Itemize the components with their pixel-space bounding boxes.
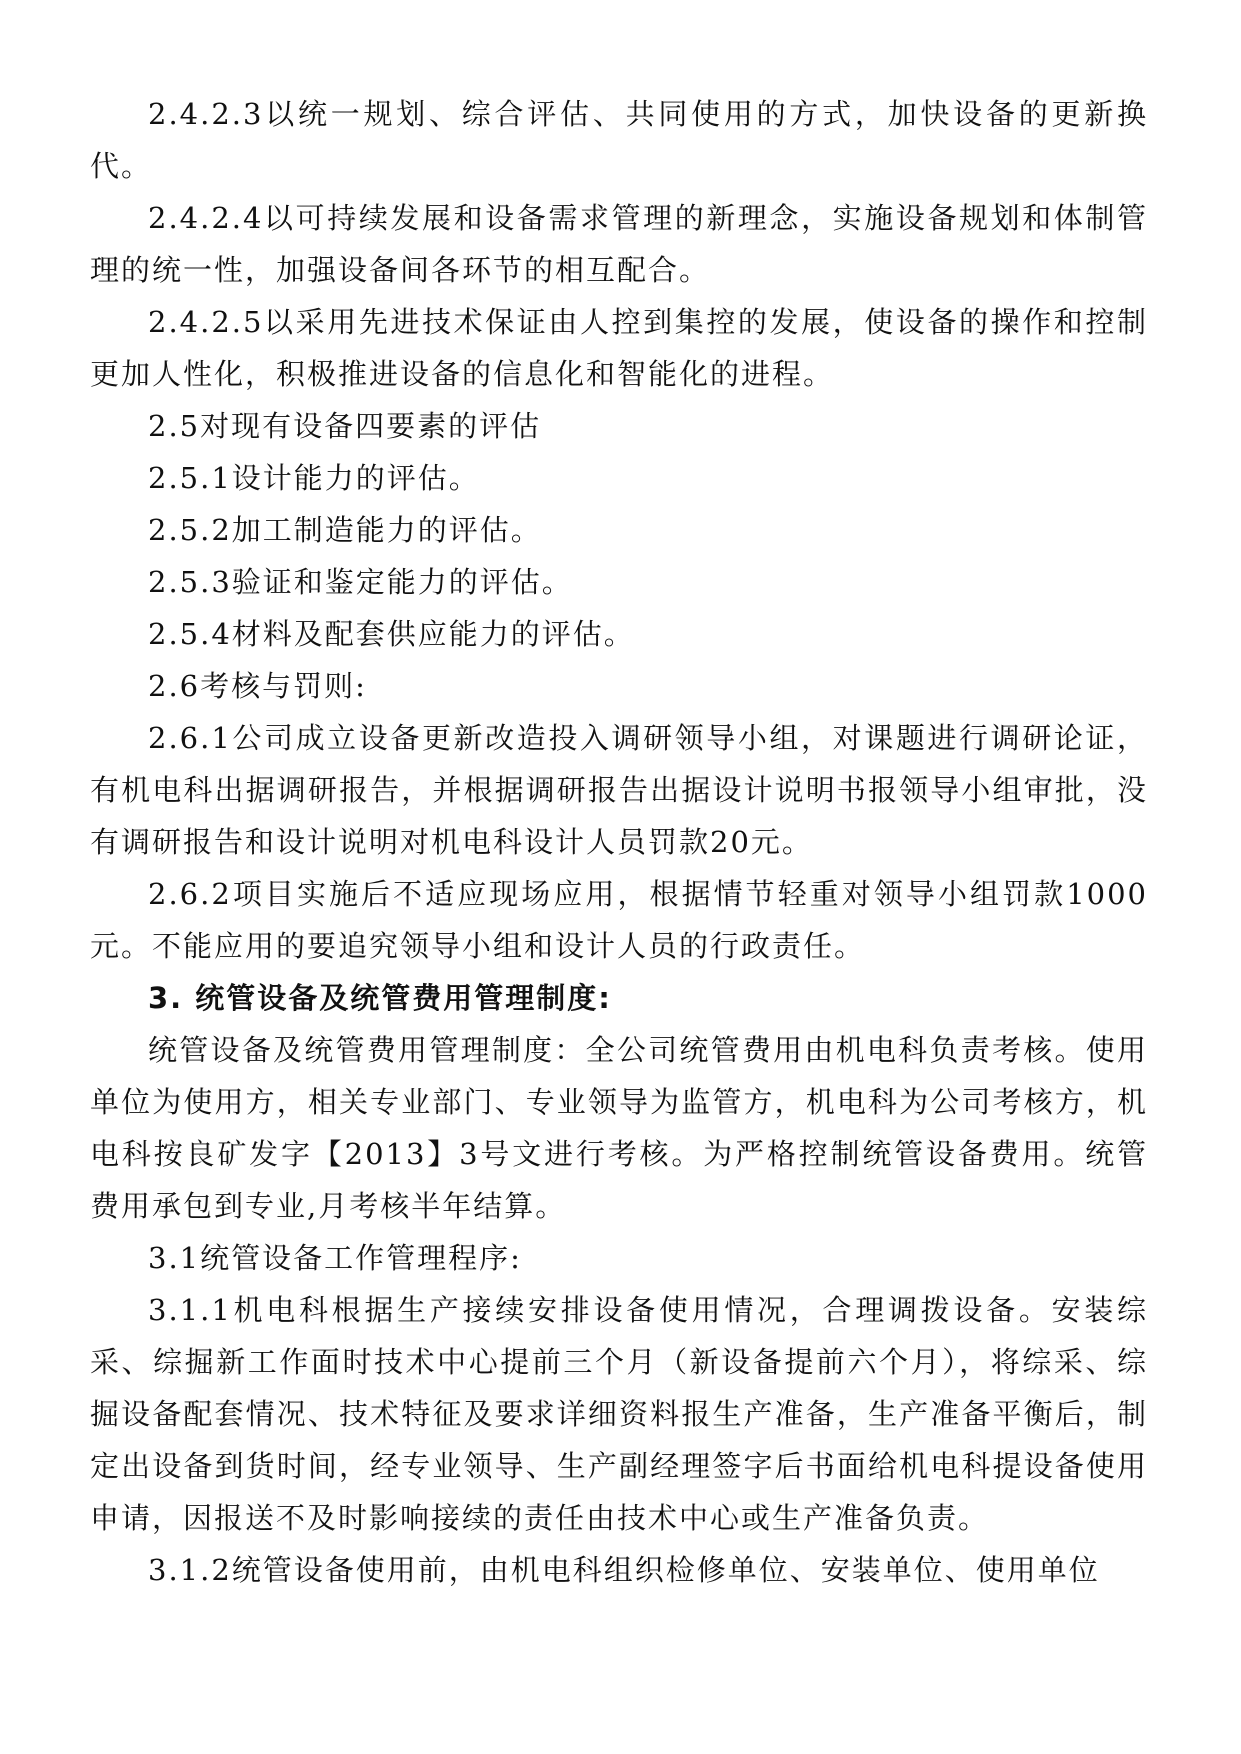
- paragraph-2-6-2: 2.6.2项目实施后不适应现场应用，根据情节轻重对领导小组罚款1000元。不能应用的要追究领导小组和设计人员的行政责任。: [90, 877, 1148, 963]
- paragraph-2-6-1: 2.6.1公司成立设备更新改造投入调研领导小组，对课题进行调研论证，有机电科出据调研报告，并根据调研报告出据设计说明书报领导小组审批，没有调研报告和设计说明对机电科设计人员罚款20元。: [90, 721, 1148, 859]
- paragraph-2-4-2-5: 2.4.2.5以采用先进技术保证由人控到集控的发展，使设备的操作和控制更加人性化，积极推进设备的信息化和智能化的进程。: [90, 305, 1148, 391]
- paragraph-3-1-2: 3.1.2统管设备使用前，由机电科组织检修单位、安装单位、使用单位: [148, 1553, 1100, 1587]
- paragraph-3-intro: 统管设备及统管费用管理制度：全公司统管费用由机电科负责考核。使用单位为使用方，相关专业部门、专业领导为监管方，机电科为公司考核方，机电科按良矿发字【2013】3号文进行考核。为严格控制统管设备费用。统管费用承包到专业,月考核半年结算。: [90, 1033, 1148, 1223]
- paragraph-2-5-1: 2.5.1设计能力的评估。: [148, 461, 480, 495]
- paragraph-2-5: 2.5对现有设备四要素的评估: [148, 409, 542, 443]
- paragraph-2-6: 2.6考核与罚则:: [148, 669, 367, 703]
- document-body: [90, 88, 1148, 1596]
- paragraph-2-4-2-4: 2.4.2.4以可持续发展和设备需求管理的新理念，实施设备规划和体制管理的统一性，加强设备间各环节的相互配合。: [90, 201, 1148, 287]
- paragraph-2-4-2-3: 2.4.2.3以统一规划、综合评估、共同使用的方式，加快设备的更新换代。: [90, 97, 1148, 183]
- paragraph-2-5-4: 2.5.4材料及配套供应能力的评估。: [148, 617, 635, 651]
- section-heading-3: 3. 统管设备及统管费用管理制度:: [148, 981, 612, 1015]
- paragraph-2-5-2: 2.5.2加工制造能力的评估。: [148, 513, 542, 547]
- paragraph-3-1: 3.1统管设备工作管理程序:: [148, 1241, 522, 1275]
- paragraph-3-1-1: 3.1.1机电科根据生产接续安排设备使用情况，合理调拨设备。安装综采、综掘新工作面时技术中心提前三个月（新设备提前六个月），将综采、综掘设备配套情况、技术特征及要求详细资料报生产准备，生产准备平衡后，制定出设备到货时间，经专业领导、生产副经理签字后书面给机电科提设备使用申请，因报送不及时影响接续的责任由技术中心或生产准备负责。: [90, 1293, 1148, 1535]
- paragraph-2-5-3: 2.5.3验证和鉴定能力的评估。: [148, 565, 573, 599]
